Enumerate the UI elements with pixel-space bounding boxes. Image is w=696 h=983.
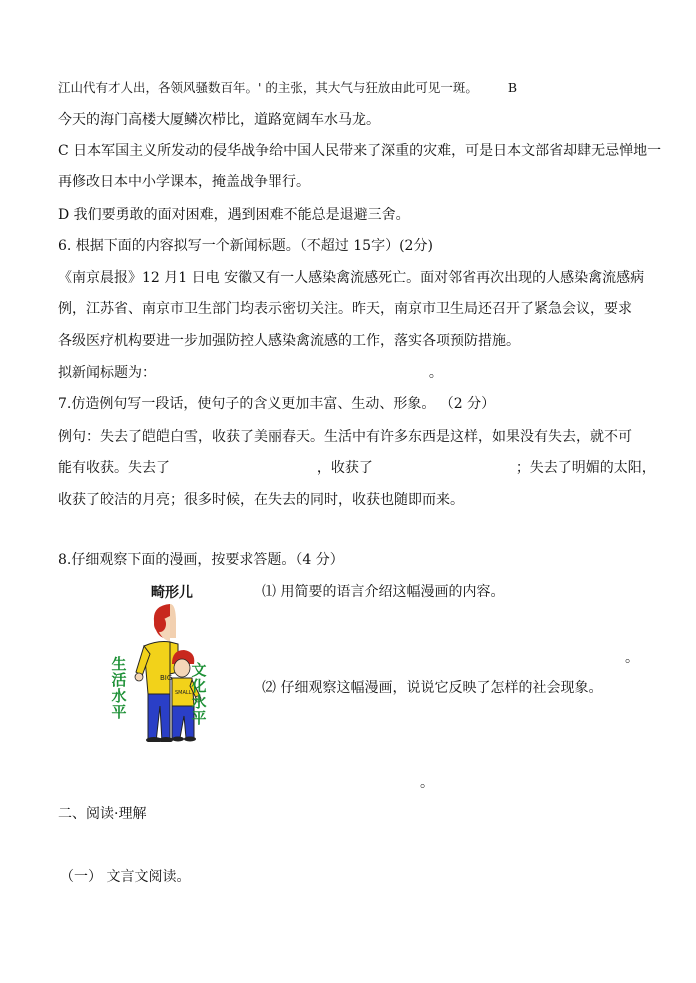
imitation-line-2: 收获了皎洁的月亮；很多时候，在失去的同时，收获也随即而来。 xyxy=(58,492,464,508)
imitation-part-a: 能有收获。失去了 xyxy=(58,460,170,476)
news-para-2: 例，江苏省、南京市卫生部门均表示密切关注。昨天，南京市卫生局还召开了紧急会议，要求 xyxy=(58,301,632,317)
comic-left-label: 生活水平 xyxy=(111,655,127,721)
comic-title: 畸形儿 xyxy=(151,585,193,601)
news-para-3: 各级医疗机构要进一步加强防控人感染禽流感的工作，落实各项预防措施。 xyxy=(58,333,520,349)
sub-question-1-end: 。 xyxy=(625,650,639,666)
example-sentence: 例句：失去了皑皑白雪，收获了美丽春天。生活中有许多东西是这样，如果没有失去，就不可 xyxy=(58,429,632,445)
poem-quote-text: 江山代有才人出，各领风骚数百年。' 的主张，其大气与狂放由此可见一斑。 xyxy=(58,80,478,95)
question-8: 8.仔细观察下面的漫画，按要求答题。（4 分） xyxy=(58,552,344,568)
option-b-label: B xyxy=(507,80,518,95)
small-shirt-label: SMALL xyxy=(175,690,192,696)
imitation-part-b: ，收获了 xyxy=(316,460,373,476)
headline-end-mark: 。 xyxy=(428,365,443,381)
headline-answer-line xyxy=(58,363,443,383)
imitation-line-1 xyxy=(58,458,656,478)
comic-right-label: 文化水平 xyxy=(191,661,207,727)
big-shirt-label: BIG xyxy=(160,674,173,682)
news-para-1: 《南京晨报》12 月1 日电 安徽又有一人感染禽流感死亡。面对邻省再次出现的人感染禽流感病 xyxy=(58,270,645,286)
sub-question-2-end: 。 xyxy=(420,775,434,791)
headline-label: 拟新闻标题为： xyxy=(58,365,156,381)
option-b-text: 今天的海门高楼大厦鳞次栉比，道路宽阔车水马龙。 xyxy=(58,112,380,128)
option-c-text-1: C 日本军国主义所发动的侵华战争给中国人民带来了深重的灾难，可是日本文部省却肆无忌惮地一 xyxy=(58,143,662,159)
subsection-classical-chinese: （一） 文言文阅读。 xyxy=(60,869,191,885)
comic-figure xyxy=(118,602,226,742)
question-7: 7.仿造例句写一段话，使句子的含义更加丰富、生动、形象。 （2 分） xyxy=(58,396,496,412)
question-6: 6. 根据下面的内容拟写一个新闻标题。（不超过 15字）(2分) xyxy=(58,238,433,254)
sub-question-1: ⑴ 用简要的语言介绍这幅漫画的内容。 xyxy=(262,584,505,600)
section-heading-reading: 二、阅读·理解 xyxy=(58,806,147,822)
imitation-part-c: ；失去了明媚的太阳， xyxy=(515,460,656,476)
option-c-text-2: 再修改日本中小学课本，掩盖战争罪行。 xyxy=(58,174,310,190)
sub-question-2: ⑵ 仔细观察这幅漫画，说说它反映了怎样的社会现象。 xyxy=(262,680,603,696)
comic-illustration xyxy=(111,584,226,742)
option-d-text: D 我们要勇敢的面对困难，遇到困难不能总是退避三舍。 xyxy=(58,207,410,223)
line-poem-quote xyxy=(58,78,517,98)
